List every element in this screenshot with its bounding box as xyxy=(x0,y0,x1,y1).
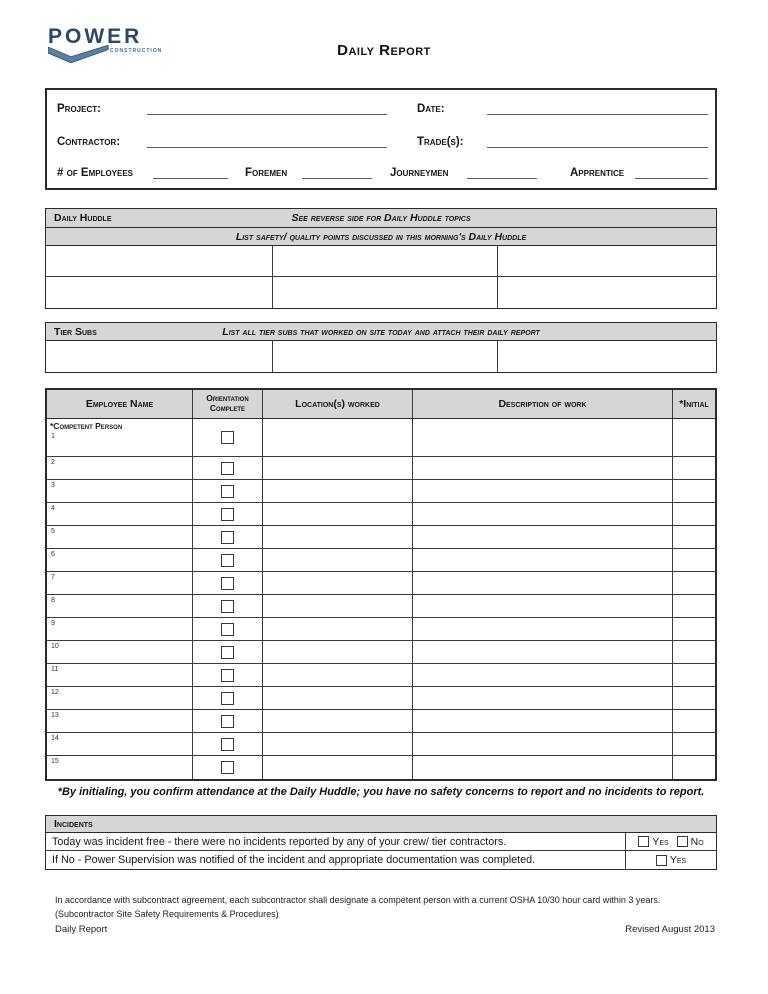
orientation-checkbox[interactable] xyxy=(221,761,234,774)
row-number: 2 xyxy=(51,459,55,466)
daily-huddle-cell[interactable] xyxy=(273,246,498,277)
employee-name-cell[interactable] xyxy=(47,419,193,456)
apprentice-label: Apprentice xyxy=(570,167,625,179)
location-cell[interactable] xyxy=(263,710,413,732)
daily-huddle-header-bar xyxy=(46,209,716,228)
description-cell[interactable] xyxy=(413,480,673,502)
yes-label: Yes xyxy=(669,854,687,866)
contractor-label: Contractor: xyxy=(57,136,121,148)
row-number: 6 xyxy=(51,551,55,558)
yes-label: Yes xyxy=(652,835,669,848)
orientation-cell xyxy=(193,457,263,479)
orientation-checkbox[interactable] xyxy=(221,531,234,544)
description-cell[interactable] xyxy=(413,756,673,779)
employee-name-cell[interactable] xyxy=(47,526,193,548)
description-cell[interactable] xyxy=(413,595,673,617)
description-cell[interactable] xyxy=(413,687,673,709)
tier-sub-cell[interactable] xyxy=(273,341,498,372)
legal-note-line1: In accordance with subcontract agreement, each subcontractor shall designate a competent person with a current OSHA 10/30 hour card within 3 years. xyxy=(55,895,661,905)
employee-name-cell[interactable] xyxy=(47,457,193,479)
daily-huddle-cell[interactable] xyxy=(498,277,716,308)
row-number: 12 xyxy=(51,689,59,696)
location-cell[interactable] xyxy=(263,549,413,571)
trades-input[interactable] xyxy=(487,133,708,148)
project-input[interactable] xyxy=(147,100,387,115)
initial-footnote: *By initialing, you confirm attendance at the Daily Huddle; you have no safety concerns to report and no incidents to report. xyxy=(57,786,705,798)
logo-brand-text: POWER xyxy=(48,25,143,48)
initial-cell[interactable] xyxy=(673,733,715,755)
daily-huddle-grid xyxy=(46,246,716,308)
orientation-checkbox[interactable] xyxy=(221,692,234,705)
orientation-checkbox[interactable] xyxy=(221,646,234,659)
employee-row xyxy=(47,687,715,710)
employee-name-cell[interactable] xyxy=(47,664,193,686)
initial-cell[interactable] xyxy=(673,618,715,640)
row-number: 15 xyxy=(51,758,59,765)
location-cell[interactable] xyxy=(263,526,413,548)
location-cell[interactable] xyxy=(263,419,413,456)
yes-checkbox[interactable] xyxy=(638,836,649,847)
employee-row xyxy=(47,480,715,503)
employee-name-cell[interactable] xyxy=(47,480,193,502)
orientation-checkbox[interactable] xyxy=(221,669,234,682)
employee-name-cell[interactable] xyxy=(47,710,193,732)
trades-label: Trade(s): xyxy=(417,136,464,148)
employee-name-cell[interactable] xyxy=(47,618,193,640)
employee-row xyxy=(47,503,715,526)
initial-cell[interactable] xyxy=(673,595,715,617)
project-label: Project: xyxy=(57,103,101,115)
orientation-checkbox[interactable] xyxy=(221,462,234,475)
yes-checkbox[interactable] xyxy=(656,855,667,866)
orientation-checkbox[interactable] xyxy=(221,554,234,567)
daily-huddle-note: See reverse side for Daily Huddle topics xyxy=(291,212,471,224)
tier-subs-note: List all tier subs that worked on site today and attach their daily report xyxy=(222,325,540,338)
col-locations-worked: Location(s) worked xyxy=(263,390,413,418)
orientation-cell xyxy=(193,733,263,755)
orientation-checkbox[interactable] xyxy=(221,508,234,521)
orientation-checkbox[interactable] xyxy=(221,577,234,590)
employee-row xyxy=(47,756,715,779)
description-cell[interactable] xyxy=(413,549,673,571)
project-info-box xyxy=(45,88,717,190)
foremen-label: Foremen xyxy=(245,167,288,179)
location-cell[interactable] xyxy=(263,457,413,479)
location-cell[interactable] xyxy=(263,664,413,686)
col-description-of-work: Description of work xyxy=(413,390,673,418)
initial-cell[interactable] xyxy=(673,641,715,663)
initial-cell[interactable] xyxy=(673,572,715,594)
incident-options xyxy=(626,833,716,850)
initial-cell[interactable] xyxy=(673,710,715,732)
row-number: 5 xyxy=(51,528,55,535)
description-cell[interactable] xyxy=(413,572,673,594)
location-cell[interactable] xyxy=(263,480,413,502)
orientation-cell xyxy=(193,419,263,456)
employee-name-cell[interactable] xyxy=(47,503,193,525)
location-cell[interactable] xyxy=(263,572,413,594)
col-orientation: Orientation Complete xyxy=(193,390,263,418)
date-input[interactable] xyxy=(487,100,708,115)
employee-row xyxy=(47,664,715,687)
tier-subs-header-bar xyxy=(46,323,716,341)
initial-cell[interactable] xyxy=(673,503,715,525)
employee-row xyxy=(47,618,715,641)
num-employees-input[interactable] xyxy=(153,164,228,179)
employee-row xyxy=(47,526,715,549)
incidents-label: Incidents xyxy=(46,816,716,833)
initial-cell[interactable] xyxy=(673,526,715,548)
tier-sub-cell[interactable] xyxy=(498,341,716,372)
employee-row xyxy=(47,549,715,572)
row-number: 14 xyxy=(51,735,59,742)
initial-cell[interactable] xyxy=(673,687,715,709)
employee-row xyxy=(47,595,715,618)
row-number: 13 xyxy=(51,712,59,719)
employee-table xyxy=(45,388,717,781)
daily-huddle-cell[interactable] xyxy=(46,246,273,277)
orientation-cell xyxy=(193,480,263,502)
description-cell[interactable] xyxy=(413,526,673,548)
journeymen-label: Journeymen xyxy=(390,167,449,179)
incident-options xyxy=(626,851,716,869)
tier-subs-label: Tier Subs xyxy=(54,325,97,338)
daily-huddle-label: Daily Huddle xyxy=(54,212,112,224)
contractor-input[interactable] xyxy=(147,133,387,148)
description-cell[interactable] xyxy=(413,457,673,479)
daily-huddle-subheader: List safety/ quality points discussed in this morning's Daily Huddle xyxy=(235,230,527,243)
orientation-checkbox[interactable] xyxy=(221,431,234,444)
orientation-cell xyxy=(193,664,263,686)
orientation-cell xyxy=(193,687,263,709)
orientation-checkbox[interactable] xyxy=(221,485,234,498)
daily-huddle-cell[interactable] xyxy=(46,277,273,308)
description-cell[interactable] xyxy=(413,419,673,456)
description-cell[interactable] xyxy=(413,664,673,686)
incident-statement: Today was incident free - there were no incidents reported by any of your crew/ tier contractors. xyxy=(46,833,626,850)
orientation-cell xyxy=(193,503,263,525)
orientation-cell xyxy=(193,549,263,571)
orientation-cell xyxy=(193,756,263,779)
employee-name-cell[interactable] xyxy=(47,756,193,779)
document-footer xyxy=(55,924,715,935)
location-cell[interactable] xyxy=(263,733,413,755)
location-cell[interactable] xyxy=(263,641,413,663)
incidents-rows xyxy=(46,833,716,869)
initial-cell[interactable] xyxy=(673,756,715,779)
no-checkbox[interactable] xyxy=(677,836,688,847)
revision-date: Revised August 2013 xyxy=(625,924,715,935)
employee-table-header xyxy=(47,390,715,419)
employee-row xyxy=(47,419,715,457)
employee-name-cell[interactable] xyxy=(47,687,193,709)
orientation-cell xyxy=(193,710,263,732)
row-number: 7 xyxy=(51,574,55,581)
row-number: 1 xyxy=(51,433,55,441)
orientation-cell xyxy=(193,618,263,640)
page-title: Daily Report xyxy=(337,42,431,59)
document-name: Daily Report xyxy=(55,924,108,935)
initial-cell[interactable] xyxy=(673,664,715,686)
orientation-checkbox[interactable] xyxy=(221,623,234,636)
employee-row xyxy=(47,733,715,756)
initial-cell[interactable] xyxy=(673,457,715,479)
foremen-input[interactable] xyxy=(302,164,372,179)
location-cell[interactable] xyxy=(263,503,413,525)
description-cell[interactable] xyxy=(413,733,673,755)
daily-huddle-cell[interactable] xyxy=(273,277,498,308)
employee-name-cell[interactable] xyxy=(47,733,193,755)
tier-subs-section xyxy=(45,322,717,373)
row-number: 8 xyxy=(51,597,55,604)
employee-row xyxy=(47,641,715,664)
row-number: 10 xyxy=(51,643,59,650)
incidents-section xyxy=(45,815,717,870)
orientation-cell xyxy=(193,595,263,617)
col-employee-name: Employee Name xyxy=(47,390,193,418)
employee-name-cell[interactable] xyxy=(47,595,193,617)
apprentice-input[interactable] xyxy=(635,164,708,179)
description-cell[interactable] xyxy=(413,618,673,640)
incident-row xyxy=(46,851,716,869)
description-cell[interactable] xyxy=(413,710,673,732)
location-cell[interactable] xyxy=(263,756,413,779)
num-employees-label: # of Employees xyxy=(57,167,134,179)
location-cell[interactable] xyxy=(263,595,413,617)
location-cell[interactable] xyxy=(263,618,413,640)
daily-huddle-section xyxy=(45,208,717,309)
employee-name-cell[interactable] xyxy=(47,549,193,571)
employee-row xyxy=(47,457,715,480)
orientation-checkbox[interactable] xyxy=(221,738,234,751)
orientation-cell xyxy=(193,526,263,548)
employee-name-cell[interactable] xyxy=(47,641,193,663)
competent-person-label: *Competent Person xyxy=(50,421,123,431)
legal-note xyxy=(55,894,717,922)
row-number: 3 xyxy=(51,482,55,489)
row-number: 11 xyxy=(51,666,59,673)
incident-row xyxy=(46,833,716,851)
orientation-cell xyxy=(193,641,263,663)
orientation-checkbox[interactable] xyxy=(221,600,234,613)
employee-row xyxy=(47,572,715,595)
daily-huddle-cell[interactable] xyxy=(498,246,716,277)
initial-cell[interactable] xyxy=(673,549,715,571)
journeymen-input[interactable] xyxy=(467,164,537,179)
row-number: 9 xyxy=(51,620,55,627)
initial-cell[interactable] xyxy=(673,419,715,456)
legal-note-line2: (Subcontractor Site Safety Requirements & Procedures) xyxy=(55,908,279,919)
tier-subs-grid xyxy=(46,341,716,372)
employee-name-cell[interactable] xyxy=(47,572,193,594)
orientation-checkbox[interactable] xyxy=(221,715,234,728)
employee-row xyxy=(47,710,715,733)
logo-subtitle: CONSTRUCTION xyxy=(110,48,163,54)
description-cell[interactable] xyxy=(413,641,673,663)
col-initial: *Initial xyxy=(679,398,709,410)
no-label: No xyxy=(690,835,704,848)
row-number: 4 xyxy=(51,505,55,512)
description-cell[interactable] xyxy=(413,503,673,525)
employee-table-body xyxy=(47,419,715,779)
tier-sub-cell[interactable] xyxy=(46,341,273,372)
initial-cell[interactable] xyxy=(673,480,715,502)
orientation-cell xyxy=(193,572,263,594)
location-cell[interactable] xyxy=(263,687,413,709)
incident-statement: If No - Power Supervision was notified of the incident and appropriate documentation was completed. xyxy=(46,851,626,869)
daily-huddle-subheader-bar xyxy=(46,228,716,246)
date-label: Date: xyxy=(417,103,445,115)
